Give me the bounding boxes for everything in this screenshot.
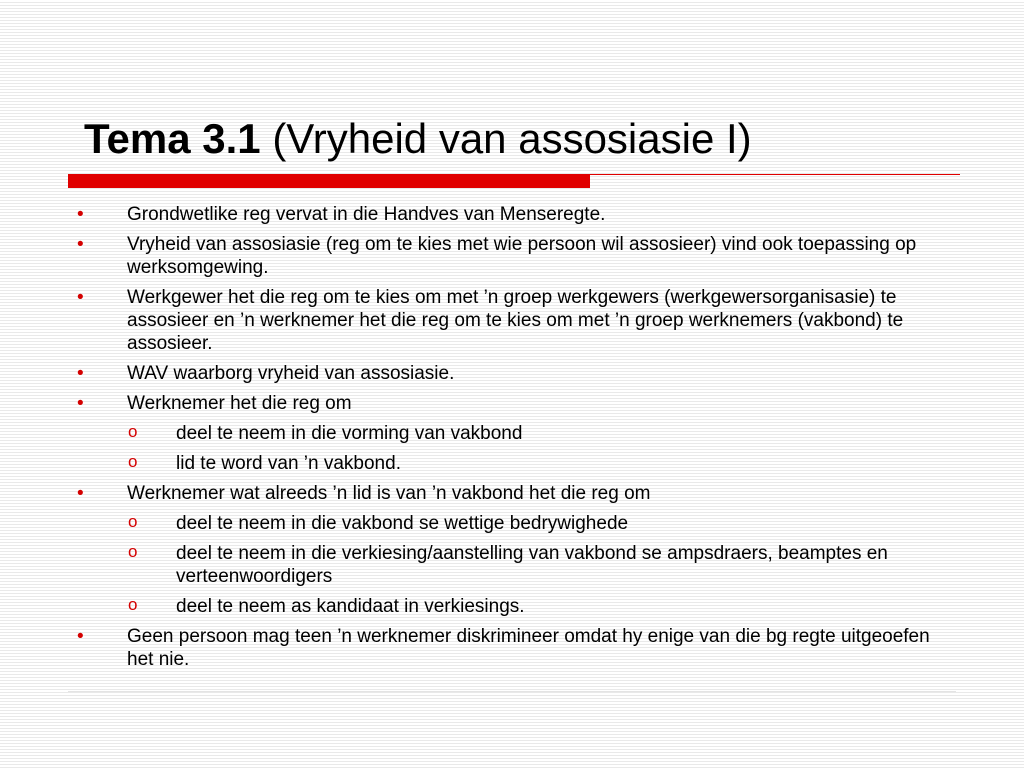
- sub-bullet-marker: o: [128, 512, 138, 531]
- bullet-text: Geen persoon mag teen ’n werknemer diskrimineer omdat hy enige van die bg regte uitgeoefen het nie.: [127, 626, 930, 670]
- bullet-list: [0, 203, 1024, 678]
- bullet-item: [0, 286, 1024, 355]
- sub-bullet-text: deel te neem in die vorming van vakbond: [176, 423, 523, 444]
- bullet-item: [0, 392, 1024, 415]
- sub-bullet-marker: o: [128, 542, 138, 561]
- bullet-text: Werknemer het die reg om: [127, 393, 352, 414]
- bullet-marker: •: [77, 204, 84, 225]
- bullet-marker: •: [77, 234, 84, 255]
- bullet-item: [0, 203, 1024, 226]
- bullet-marker: •: [77, 393, 84, 414]
- bullet-text: WAV waarborg vryheid van assosiasie.: [127, 363, 455, 384]
- sub-bullet-item: [0, 422, 1024, 445]
- sub-bullet-text: lid te word van ’n vakbond.: [176, 453, 401, 474]
- bullet-text: Werkgewer het die reg om te kies om met ’n groep werkgewers (werkgewersorganisasie) te assosieer en ’n werknemer het die reg om te kies om met ’n groep werknemers (vakbond) te assosieer.: [127, 287, 904, 354]
- bullet-item: [0, 625, 1024, 671]
- bullet-item: [0, 233, 1024, 279]
- title-accent-bar: [68, 174, 590, 188]
- sub-bullet-text: deel te neem in die vakbond se wettige bedrywighede: [176, 513, 629, 534]
- sub-bullet-item: [0, 542, 1024, 588]
- bullet-text: Vryheid van assosiasie (reg om te kies met wie persoon wil assosieer) vind ook toepassing op werksomgewing.: [127, 234, 917, 278]
- slide-title: [84, 108, 752, 170]
- bullet-item: [0, 362, 1024, 385]
- bullet-item: [0, 482, 1024, 505]
- sub-bullet-marker: o: [128, 595, 138, 614]
- sub-bullet-item: [0, 595, 1024, 618]
- bullet-marker: •: [77, 483, 84, 504]
- bullet-text: Werknemer wat alreeds ’n lid is van ’n vakbond het die reg om: [127, 483, 651, 504]
- sub-bullet-marker: o: [128, 422, 138, 441]
- bullet-text: Grondwetlike reg vervat in die Handves van Menseregte.: [127, 204, 606, 225]
- sub-bullet-text: deel te neem in die verkiesing/aanstelling van vakbond se ampsdraers, beamptes en verteenwoordigers: [176, 543, 888, 587]
- bullet-marker: •: [77, 287, 84, 308]
- sub-bullet-text: deel te neem as kandidaat in verkiesings.: [176, 596, 525, 617]
- sub-bullet-marker: o: [128, 452, 138, 471]
- bullet-marker: •: [77, 626, 84, 647]
- title-accent-line: [590, 174, 960, 175]
- slide-title-rest: (Vryheid van assosiasie I): [260, 115, 752, 162]
- bottom-divider: [68, 691, 956, 692]
- bullet-marker: •: [77, 363, 84, 384]
- sub-bullet-item: [0, 512, 1024, 535]
- slide-title-bold: Tema 3.1: [84, 115, 261, 162]
- sub-bullet-item: [0, 452, 1024, 475]
